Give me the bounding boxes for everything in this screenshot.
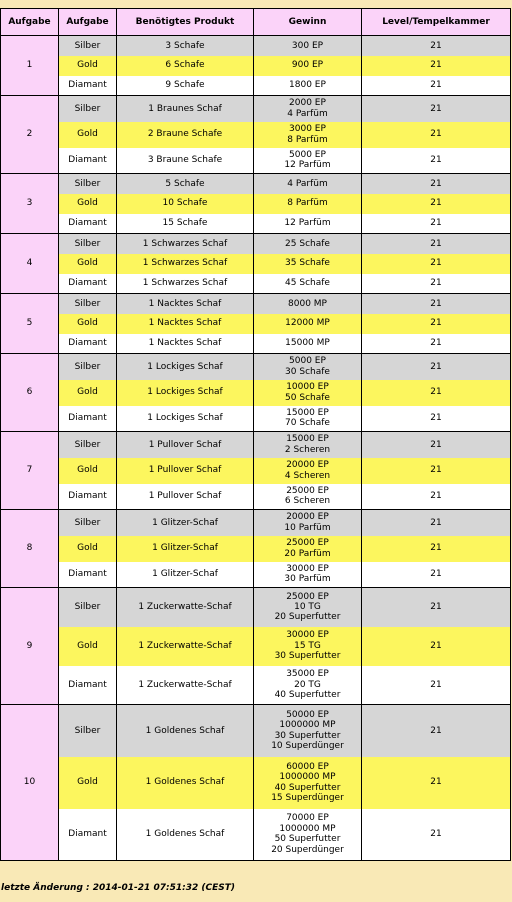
reward-line: 5000 EP — [289, 149, 326, 160]
required-product: 1 Glitzer-Schaf — [117, 510, 254, 536]
reward-cell — [254, 56, 362, 76]
level-value: 21 — [362, 510, 511, 536]
table-row — [1, 510, 511, 536]
reward-cell — [254, 254, 362, 274]
last-modified-footer: letzte Änderung : 2014-01-21 07:51:32 (CEST) — [1, 883, 235, 893]
reward-cell — [254, 536, 362, 562]
reward-line: 20 TG — [294, 679, 321, 690]
reward-line: 4 Parfüm — [287, 108, 328, 119]
tier-label: Silber — [59, 294, 117, 314]
tier-label: Diamant — [59, 334, 117, 354]
header-task-tier: Aufgabe — [59, 9, 117, 36]
table-row — [1, 588, 511, 627]
task-number: 5 — [1, 294, 59, 354]
level-value: 21 — [362, 96, 511, 122]
required-product: 1 Glitzer-Schaf — [117, 536, 254, 562]
table-row — [1, 274, 511, 294]
level-value: 21 — [362, 314, 511, 334]
tier-label: Gold — [59, 380, 117, 406]
reward-cell — [254, 274, 362, 294]
reward-line: 3000 EP — [289, 124, 326, 135]
required-product: 3 Braune Schafe — [117, 148, 254, 174]
quest-table — [0, 8, 511, 861]
reward-cell — [254, 757, 362, 809]
tier-label: Gold — [59, 627, 117, 666]
table-row — [1, 562, 511, 588]
tier-label: Silber — [59, 510, 117, 536]
tier-label: Diamant — [59, 809, 117, 861]
task-number: 3 — [1, 174, 59, 234]
reward-line: 35000 EP — [286, 669, 329, 680]
tier-label: Gold — [59, 757, 117, 809]
reward-cell — [254, 76, 362, 96]
table-row — [1, 354, 511, 380]
tier-label: Diamant — [59, 406, 117, 432]
level-value: 21 — [362, 194, 511, 214]
reward-line: 50000 EP — [286, 709, 329, 720]
reward-line: 15000 EP — [286, 434, 329, 445]
table-row — [1, 314, 511, 334]
tier-label: Silber — [59, 96, 117, 122]
required-product: 1 Schwarzes Schaf — [117, 234, 254, 254]
reward-line: 8 Parfüm — [287, 134, 328, 145]
reward-cell — [254, 380, 362, 406]
task-number: 9 — [1, 588, 59, 705]
level-value: 21 — [362, 254, 511, 274]
reward-line: 30000 EP — [286, 630, 329, 641]
table-row — [1, 536, 511, 562]
table-row — [1, 334, 511, 354]
required-product: 1 Schwarzes Schaf — [117, 254, 254, 274]
reward-cell — [254, 354, 362, 380]
reward-cell — [254, 406, 362, 432]
reward-line: 15000 EP — [286, 407, 329, 418]
reward-line: 10 TG — [294, 602, 321, 613]
level-value: 21 — [362, 458, 511, 484]
level-value: 21 — [362, 406, 511, 432]
table-row — [1, 234, 511, 254]
table-row — [1, 432, 511, 458]
level-value: 21 — [362, 234, 511, 254]
reward-line: 30 Superfutter — [274, 651, 341, 662]
reward-line: 6 Scheren — [284, 496, 331, 507]
tier-label: Silber — [59, 36, 117, 56]
table-row — [1, 705, 511, 757]
reward-line: 12 Parfüm — [284, 160, 331, 171]
reward-line: 50 Schafe — [285, 392, 330, 403]
task-number: 6 — [1, 354, 59, 432]
required-product: 3 Schafe — [117, 36, 254, 56]
reward-line: 1000000 MP — [279, 823, 336, 834]
tier-label: Gold — [59, 458, 117, 484]
tier-label: Silber — [59, 588, 117, 627]
reward-line: 20000 EP — [286, 460, 329, 471]
tier-label: Diamant — [59, 562, 117, 588]
level-value: 21 — [362, 432, 511, 458]
level-value: 21 — [362, 56, 511, 76]
required-product: 1 Nacktes Schaf — [117, 294, 254, 314]
reward-line: 10 Superdünger — [271, 741, 344, 752]
tier-label: Gold — [59, 314, 117, 334]
reward-cell — [254, 234, 362, 254]
task-number: 10 — [1, 705, 59, 861]
table-header-row — [1, 9, 511, 36]
tier-label: Diamant — [59, 148, 117, 174]
reward-line: 10 Parfüm — [284, 522, 331, 533]
table-row — [1, 809, 511, 861]
header-task-number: Aufgabe — [1, 9, 59, 36]
reward-line: 8000 MP — [288, 298, 327, 309]
quest-table-body — [1, 36, 511, 861]
level-value: 21 — [362, 122, 511, 148]
table-row — [1, 148, 511, 174]
tier-label: Gold — [59, 254, 117, 274]
task-number: 7 — [1, 432, 59, 510]
required-product: 15 Schafe — [117, 214, 254, 234]
required-product: 5 Schafe — [117, 174, 254, 194]
level-value: 21 — [362, 627, 511, 666]
level-value: 21 — [362, 76, 511, 96]
required-product: 1 Nacktes Schaf — [117, 314, 254, 334]
required-product: 1 Glitzer-Schaf — [117, 562, 254, 588]
reward-line: 50 Superfutter — [274, 834, 341, 845]
level-value: 21 — [362, 562, 511, 588]
reward-line: 70 Schafe — [285, 418, 330, 429]
reward-cell — [254, 588, 362, 627]
reward-cell — [254, 334, 362, 354]
table-row — [1, 458, 511, 484]
reward-line: 15 TG — [294, 640, 321, 651]
reward-line: 30000 EP — [286, 563, 329, 574]
reward-line: 900 EP — [291, 60, 324, 71]
reward-line: 20000 EP — [286, 512, 329, 523]
reward-line: 35 Schafe — [285, 258, 330, 269]
reward-cell — [254, 96, 362, 122]
tier-label: Silber — [59, 432, 117, 458]
table-row — [1, 380, 511, 406]
tier-label: Diamant — [59, 76, 117, 96]
header-required-product: Benötigtes Produkt — [117, 9, 254, 36]
reward-line: 4 Parfüm — [287, 178, 328, 189]
reward-line: 25000 EP — [286, 485, 329, 496]
task-number: 1 — [1, 36, 59, 96]
required-product: 1 Pullover Schaf — [117, 458, 254, 484]
level-value: 21 — [362, 174, 511, 194]
reward-cell — [254, 148, 362, 174]
required-product: 6 Schafe — [117, 56, 254, 76]
table-row — [1, 174, 511, 194]
reward-line: 30 Schafe — [285, 366, 330, 377]
required-product: 1 Pullover Schaf — [117, 484, 254, 510]
reward-line: 4 Scheren — [284, 470, 331, 481]
reward-cell — [254, 666, 362, 705]
level-value: 21 — [362, 809, 511, 861]
table-row — [1, 254, 511, 274]
reward-line: 300 EP — [291, 40, 324, 51]
table-row — [1, 757, 511, 809]
tier-label: Gold — [59, 536, 117, 562]
reward-line: 2 Scheren — [284, 444, 331, 455]
reward-line: 30 Superfutter — [274, 730, 341, 741]
reward-cell — [254, 484, 362, 510]
level-value: 21 — [362, 148, 511, 174]
reward-cell — [254, 36, 362, 56]
required-product: 1 Lockiges Schaf — [117, 380, 254, 406]
required-product: 1 Zuckerwatte-Schaf — [117, 666, 254, 705]
reward-line: 20 Superdünger — [271, 844, 344, 855]
reward-cell — [254, 458, 362, 484]
reward-line: 15 Superdünger — [271, 792, 344, 803]
reward-line: 1000000 MP — [279, 772, 336, 783]
level-value: 21 — [362, 274, 511, 294]
reward-line: 40 Superfutter — [274, 782, 341, 793]
level-value: 21 — [362, 214, 511, 234]
required-product: 1 Pullover Schaf — [117, 432, 254, 458]
reward-cell — [254, 705, 362, 757]
reward-line: 70000 EP — [286, 813, 329, 824]
tier-label: Diamant — [59, 274, 117, 294]
reward-cell — [254, 432, 362, 458]
tier-label: Silber — [59, 174, 117, 194]
level-value: 21 — [362, 354, 511, 380]
level-value: 21 — [362, 757, 511, 809]
reward-line: 25000 EP — [286, 591, 329, 602]
table-row — [1, 36, 511, 56]
table-row — [1, 294, 511, 314]
table-row — [1, 214, 511, 234]
required-product: 1 Zuckerwatte-Schaf — [117, 627, 254, 666]
reward-cell — [254, 174, 362, 194]
tier-label: Diamant — [59, 666, 117, 705]
level-value: 21 — [362, 666, 511, 705]
header-reward: Gewinn — [254, 9, 362, 36]
tier-label: Gold — [59, 56, 117, 76]
reward-line: 15000 MP — [285, 338, 330, 349]
reward-line: 30 Parfüm — [284, 574, 331, 585]
task-number: 8 — [1, 510, 59, 588]
reward-line: 5000 EP — [289, 356, 326, 367]
table-row — [1, 194, 511, 214]
level-value: 21 — [362, 484, 511, 510]
header-level: Level/Tempelkammer — [362, 9, 511, 36]
task-number: 4 — [1, 234, 59, 294]
reward-line: 10000 EP — [286, 382, 329, 393]
required-product: 9 Schafe — [117, 76, 254, 96]
reward-line: 60000 EP — [286, 761, 329, 772]
reward-cell — [254, 214, 362, 234]
reward-line: 25 Schafe — [285, 238, 330, 249]
table-row — [1, 666, 511, 705]
tier-label: Diamant — [59, 214, 117, 234]
tier-label: Silber — [59, 234, 117, 254]
table-row — [1, 122, 511, 148]
table-row — [1, 56, 511, 76]
table-row — [1, 484, 511, 510]
reward-cell — [254, 562, 362, 588]
required-product: 1 Nacktes Schaf — [117, 334, 254, 354]
reward-line: 8 Parfüm — [287, 198, 328, 209]
required-product: 2 Braune Schafe — [117, 122, 254, 148]
required-product: 1 Schwarzes Schaf — [117, 274, 254, 294]
reward-line: 1800 EP — [289, 80, 326, 91]
required-product: 1 Lockiges Schaf — [117, 354, 254, 380]
table-row — [1, 96, 511, 122]
level-value: 21 — [362, 334, 511, 354]
required-product: 1 Zuckerwatte-Schaf — [117, 588, 254, 627]
required-product: 1 Braunes Schaf — [117, 96, 254, 122]
reward-cell — [254, 510, 362, 536]
reward-line: 2000 EP — [289, 98, 326, 109]
required-product: 10 Schafe — [117, 194, 254, 214]
required-product: 1 Goldenes Schaf — [117, 705, 254, 757]
tier-label: Gold — [59, 194, 117, 214]
reward-line: 20 Superfutter — [274, 612, 341, 623]
task-number: 2 — [1, 96, 59, 174]
required-product: 1 Lockiges Schaf — [117, 406, 254, 432]
reward-cell — [254, 809, 362, 861]
required-product: 1 Goldenes Schaf — [117, 757, 254, 809]
reward-line: 40 Superfutter — [274, 689, 341, 700]
reward-cell — [254, 194, 362, 214]
reward-cell — [254, 122, 362, 148]
reward-line: 20 Parfüm — [284, 548, 331, 559]
reward-line: 1000000 MP — [279, 720, 336, 731]
tier-label: Gold — [59, 122, 117, 148]
reward-cell — [254, 294, 362, 314]
level-value: 21 — [362, 705, 511, 757]
tier-label: Diamant — [59, 484, 117, 510]
level-value: 21 — [362, 36, 511, 56]
level-value: 21 — [362, 380, 511, 406]
reward-cell — [254, 314, 362, 334]
table-row — [1, 76, 511, 96]
tier-label: Silber — [59, 354, 117, 380]
level-value: 21 — [362, 588, 511, 627]
reward-line: 45 Schafe — [285, 278, 330, 289]
tier-label: Silber — [59, 705, 117, 757]
required-product: 1 Goldenes Schaf — [117, 809, 254, 861]
table-row — [1, 627, 511, 666]
reward-line: 12 Parfüm — [284, 218, 331, 229]
table-row — [1, 406, 511, 432]
level-value: 21 — [362, 294, 511, 314]
level-value: 21 — [362, 536, 511, 562]
reward-line: 12000 MP — [285, 318, 330, 329]
reward-line: 25000 EP — [286, 538, 329, 549]
reward-cell — [254, 627, 362, 666]
